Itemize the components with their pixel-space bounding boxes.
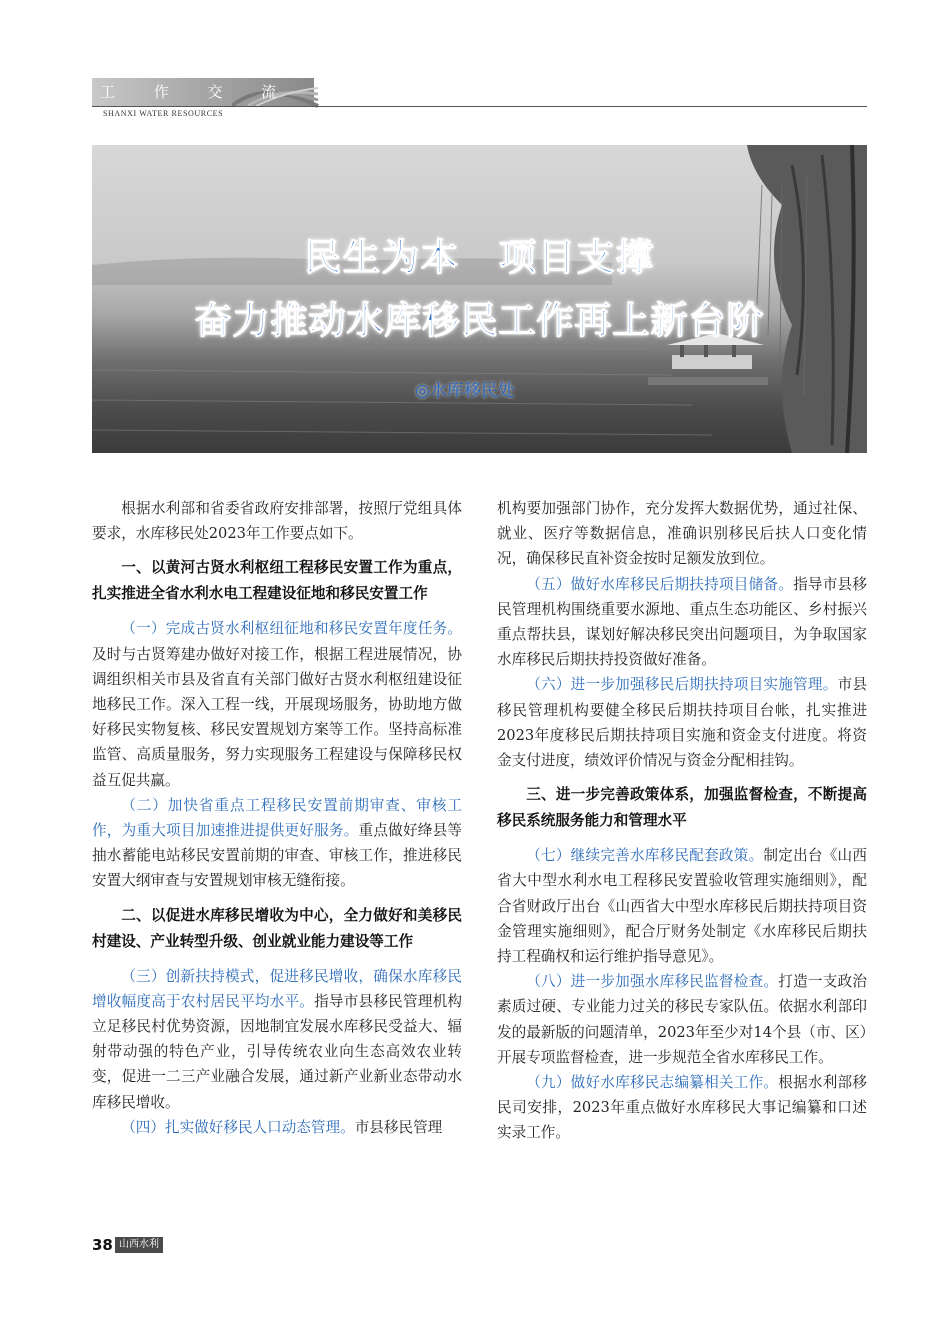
item-8-body: 打造一支政治素质过硬、专业能力过关的移民专家队伍。依据水利部印发的最新版的问题清单，2023年至少对14个县（市、区）开展专项监督检查，进一步规范全省水库移民工作。	[497, 973, 867, 1066]
item-5-body: 指导市县移民管理机构围绕重要水源地、重点生态功能区、乡村振兴重点帮扶县，谋划好解决移民突出问题项目，为争取国家水库移民后期扶持投资做好准备。	[497, 575, 867, 669]
item-8-lead: （八）进一步加强水库移民监督检查。	[526, 973, 779, 991]
item-2-paragraph	[92, 793, 462, 894]
item-9-body: 根据水利部移民司安排，2023年重点做好水库移民大事记编纂和口述实录工作。	[497, 1074, 867, 1142]
item-7-paragraph	[497, 843, 867, 969]
item-7-lead: （七）继续完善水库移民配套政策。	[526, 847, 764, 865]
item-6-lead: （六）进一步加强移民后期扶持项目实施管理。	[526, 676, 838, 694]
item-5-lead: （五）做好水库移民后期扶持项目储备。	[526, 575, 794, 593]
item-7-body: 制定出台《山西省大中型水利水电工程移民安置验收管理实施细则》，配合省财政厅出台《山西省大中型水库移民后期扶持项目资金管理实施细则》，配合厅财务处制定《水库移民后期扶持工程确权和运行维护指导意见》。	[497, 847, 867, 966]
item-1-lead: （一）完成古贤水利枢纽征地和移民安置年度任务。	[121, 620, 462, 638]
page-number: 38	[92, 1236, 113, 1254]
item-2-lead: （二）加快省重点工程移民安置前期审查、审核工作，为重大项目加速推进提供更好服务。	[92, 796, 462, 840]
item-3-paragraph	[92, 964, 462, 1115]
item-9-paragraph	[497, 1070, 867, 1146]
author-byline: ◎水库移民处	[415, 381, 515, 401]
section-heading-1: 一、以黄河古贤水利枢纽工程移民安置工作为重点，扎实推进全省水利水电工程建设征地和移民安置工作	[92, 559, 462, 603]
item-6-paragraph	[497, 672, 867, 773]
header-divider	[92, 106, 867, 107]
right-column	[497, 496, 867, 1146]
section-title: 工 作 交 流	[100, 83, 294, 101]
left-column	[92, 496, 462, 1140]
item-1-body: 及时与古贤筹建办做好对接工作，根据工程进展情况，协调组织相关市县及省直有关部门做好古贤水利枢纽建设征地移民工作。深入工程一线，开展现场服务，协助地方做好移民实物复核、移民安置规划方案等工作。坚持高标准监管、高质量服务，努力实现服务工程建设与保障移民权益互促共赢。	[92, 645, 462, 789]
item-9-lead: （九）做好水库移民志编纂相关工作。	[526, 1074, 779, 1092]
item-6-body: 市县移民管理机构要健全移民后期扶持项目台帐，扎实推进2023年度移民后期扶持项目实施和资金支付进度。将资金支付进度，绩效评价情况与资金分配相挂钩。	[497, 676, 867, 770]
item-8-paragraph	[497, 969, 867, 1070]
section-heading-2: 二、以促进水库移民增收为中心，全力做好和美移民村建设、产业转型升级、创业就业能力建设等工作	[92, 906, 462, 950]
intro-paragraph: 根据水利部和省委省政府安排部署，按照厅党组具体要求，水库移民处2023年工作要点如下。	[92, 500, 462, 543]
item-4-lead: （四）扎实做好移民人口动态管理。	[121, 1118, 355, 1136]
hero-photo	[92, 145, 867, 453]
item-4-body: 市县移民管理	[354, 1118, 443, 1136]
headline-line-2: 奋力推动水库移民工作再上新台阶	[194, 299, 765, 342]
item-1-paragraph	[92, 616, 462, 792]
item-2-body: 重点做好绛县等抽水蓄能电站移民安置前期的审查、审核工作，推进移民安置大纲审查与安置规划审核无缝衔接。	[92, 822, 462, 890]
item-3-body: 指导市县移民管理机构立足移民村优势资源，因地制宜发展水库移民受益大、辐射带动强的特色产业，引导传统农业向生态高效农业转变，促进一二三产业融合发展，通过新产业新业态带动水库移民增收。	[92, 992, 462, 1111]
item-5-paragraph	[497, 572, 867, 673]
item-4-continuation: 机构要加强部门协作，充分发挥大数据优势，通过社保、就业、医疗等数据信息，准确识别移民后扶人口变化情况，确保移民直补资金按时足额发放到位。	[497, 500, 867, 568]
headline-line-1: 民生为本 项目支撑	[304, 236, 655, 279]
section-heading-3: 三、进一步完善政策体系，加强监督检查，不断提高移民系统服务能力和管理水平	[497, 786, 867, 830]
item-4-paragraph	[92, 1115, 462, 1140]
item-3-lead: （三）创新扶持模式，促进移民增收，确保水库移民增收幅度高于农村居民平均水平。	[92, 967, 462, 1010]
journal-subtitle: SHANXI WATER RESOURCES	[103, 109, 224, 118]
journal-name-tag: 山西水利	[115, 1237, 163, 1253]
